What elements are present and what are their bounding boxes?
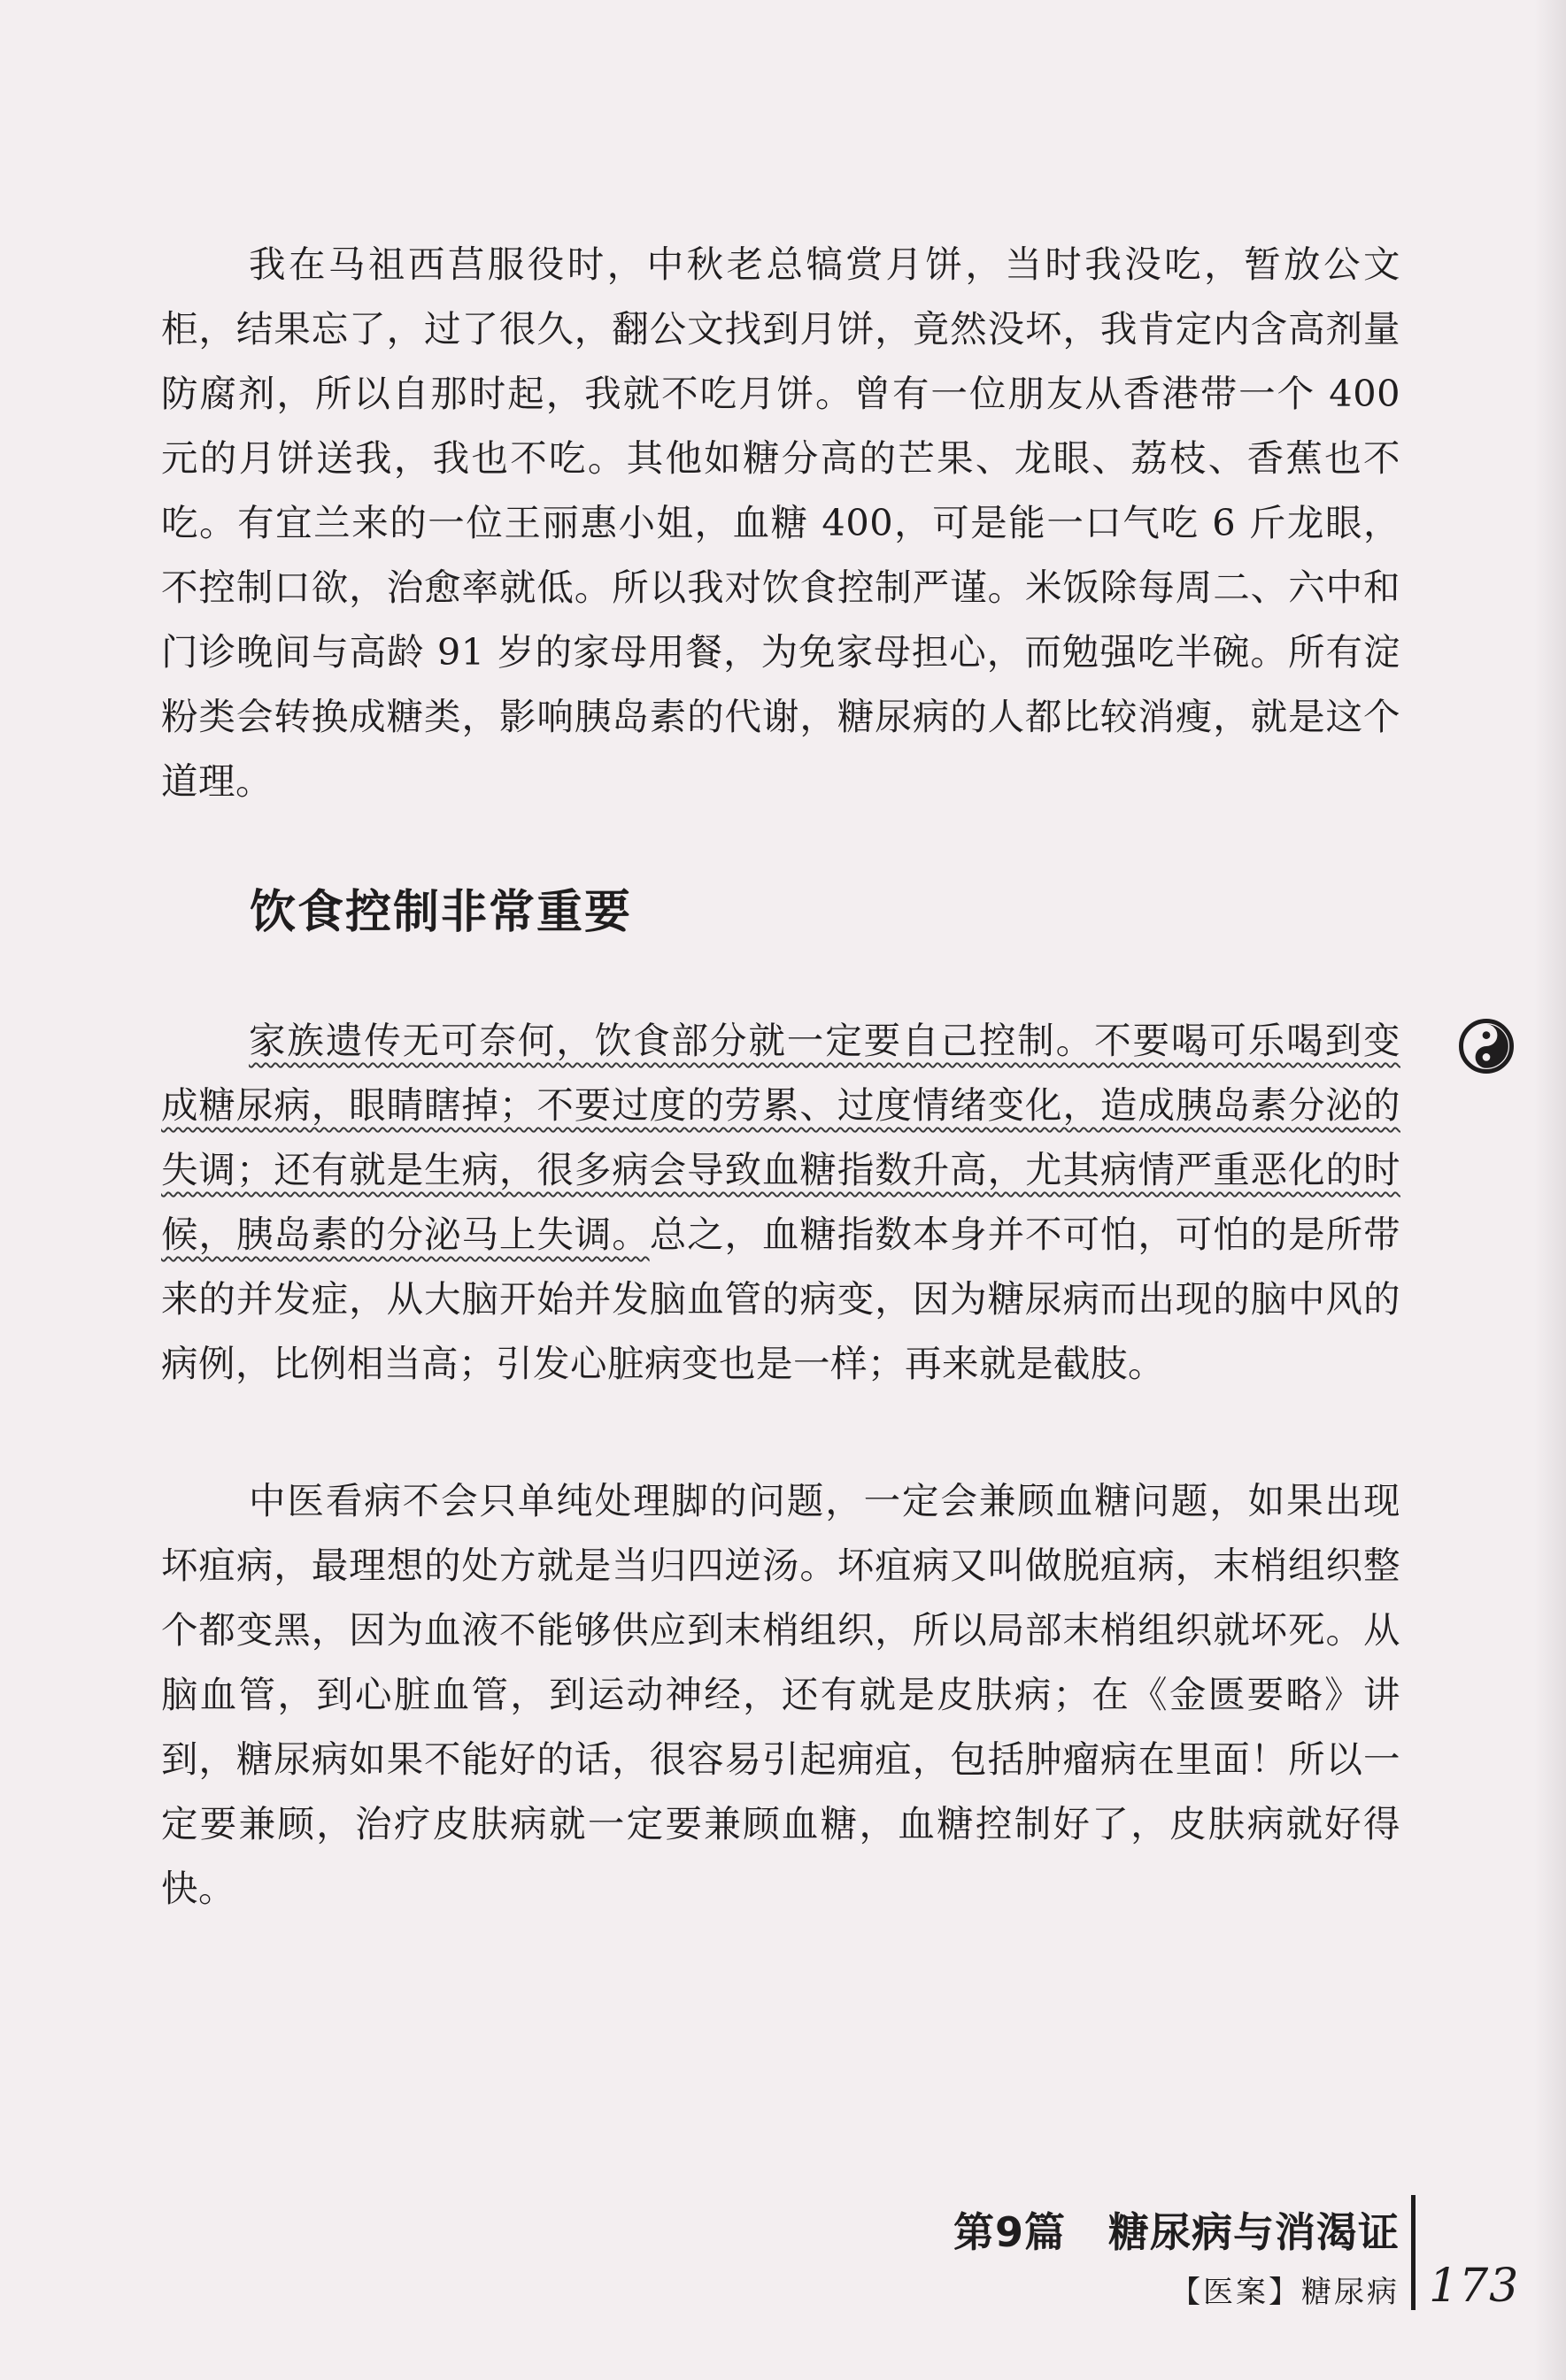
footer-divider xyxy=(1411,2195,1416,2310)
paragraph-gangrene: 中医看病不会只单纯处理脚的问题，一定会兼顾血糖问题，如果出现坏疽病，最理想的处方就是当归四逆汤。坏疽病又叫做脱疽病，末梢组织整个都变黑，因为血液不能够供应到末梢组织，所以局部末梢组织就坏死。从脑血管，到心脏血管，到运动神经，还有就是皮肤病；在《金匮要略》讲到，糖尿病如果不能好的话，很容易引起痈疽，包括肿瘤病在里面！所以一定要兼顾，治疗皮肤病就一定要兼顾血糖，血糖控制好了，皮肤病就好得快。 xyxy=(161,1479,1400,1910)
paragraph-mooncake: 我在马祖西莒服役时，中秋老总犒赏月饼，当时我没吃，暂放公文柜，结果忘了，过了很久，翻公文找到月饼，竟然没坏，我肯定内含高剂量防腐剂，所以自那时起，我就不吃月饼。曾有一位朋友从香港带一个 400 元的月饼送我，我也不吃。其他如糖分高的芒果、龙眼、荔枝、香蕉也不吃。有宜兰来的一位王丽惠小姐，血糖 400，可是能一口气吃 6 斤龙眼，不控制口欲，治愈率就低。所以我对饮食控制严谨。米饭除每周二、六中和门诊晚间与高龄 91 岁的家母用餐，为免家母担心，而勉强吃半碗。所有淀粉类会转换成糖类，影响胰岛素的代谢，糖尿病的人都比较消瘦，就是这个道理。 xyxy=(161,243,1400,803)
scan-edge xyxy=(1534,0,1566,2380)
part-label: 第9篇 xyxy=(953,2208,1066,2256)
underlined-passage: 家族遗传无可奈何，饮食部分就一定要自己控制。不要喝可乐喝到变成糖尿病，眼睛瞎掉；不要过度的劳累、过度情绪变化，造成胰岛素分泌的失调；还有就是生病，很多病会导致血糖指数升高，尤其病情严重恶化的时候，胰岛素的分泌马上失调。 xyxy=(161,1019,1400,1256)
paragraph-diet-control xyxy=(161,1008,1400,1396)
running-footer-subtitle: 【医案】糖尿病 xyxy=(1170,2275,1400,2310)
part-title: 糖尿病与消渴证 xyxy=(1108,2208,1400,2256)
running-footer-title xyxy=(953,2200,1400,2259)
paragraph-continuation: 总之，血糖指数本身并不可怕，可怕的是所带来的并发症，从大脑开始并发脑血管的病变，因为糖尿病而出现的脑中风的病例，比例相当高；引发心脏病变也是一样；再来就是截肢。 xyxy=(161,1213,1400,1385)
section-title: 饮食控制非常重要 xyxy=(250,886,633,939)
page-number: 173 xyxy=(1429,2260,1520,2313)
taiji-icon xyxy=(1459,1019,1514,1074)
